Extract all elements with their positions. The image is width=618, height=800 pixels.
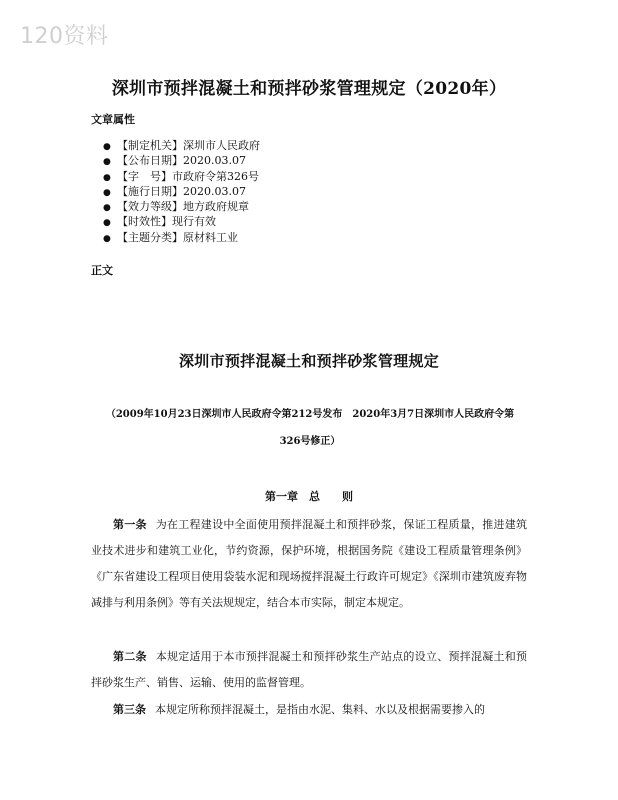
article-text: 本规定所称预拌混凝土，是指由水泥、集料、水以及根据需要掺入的 — [155, 703, 485, 716]
attributes-list — [103, 138, 260, 245]
bullet-icon: ● — [103, 233, 111, 244]
attribute-text: 【时效性】现行有效 — [117, 215, 216, 229]
attribute-item — [103, 153, 260, 168]
article-label: 第三条 — [113, 703, 146, 716]
amendment-note-line-1: （2009年10月23日深圳市人民政府令第212号发布 2020年3月7日深圳市人民政府令第 — [105, 409, 515, 420]
article-label: 第二条 — [113, 650, 147, 663]
document-title: 深圳市预拌混凝土和预拌砂浆管理规定（2020年） — [111, 79, 507, 99]
bullet-icon: ● — [103, 157, 111, 168]
article-text: 为在工程建设中全面使用预拌混凝土和预拌砂浆，保证工程质量，推进建筑业技术进步和建筑工业化，节约资源，保护环境，根据国务院《建设工程质量管理条例》《广东省建设工程项目使用袋装水泥和现场搅拌混凝土行政许可规定》《深圳市建筑废弃物减排与利用条例》等有关法规规定，结合本市实际，制定本规定。 — [91, 518, 528, 609]
attribute-text: 【制定机关】深圳市人民政府 — [117, 139, 260, 152]
attribute-text: 【效力等级】地方政府规章 — [117, 200, 249, 214]
amendment-note-line-2: 326号修正） — [279, 436, 341, 447]
article-label: 第一条 — [113, 518, 147, 531]
attribute-item — [103, 214, 260, 229]
bullet-icon: ● — [103, 203, 111, 214]
attribute-item — [103, 184, 260, 199]
attribute-text: 【字 号】市政府令第326号 — [117, 169, 259, 183]
attribute-item — [103, 230, 260, 245]
chapter-title: 第一章 总 则 — [265, 490, 353, 503]
watermark: 120资料 — [20, 24, 109, 49]
law-title: 深圳市预拌混凝土和预拌砂浆管理规定 — [178, 352, 440, 370]
article-text: 本规定适用于本市预拌混凝土和预拌砂浆生产站点的设立、预拌混凝土和预拌砂浆生产、销售、运输、使用的监督管理。 — [91, 650, 528, 689]
attribute-text: 【公布日期】2020.03.07 — [117, 154, 246, 168]
bullet-icon: ● — [103, 142, 111, 152]
attribute-item — [103, 138, 260, 153]
body-heading: 正文 — [91, 264, 113, 277]
bullet-icon: ● — [103, 187, 111, 198]
attribute-text: 【主题分类】原材料工业 — [117, 230, 238, 244]
bullet-icon: ● — [103, 172, 111, 183]
attribute-item — [103, 199, 260, 214]
article-paragraph — [91, 644, 527, 696]
bullet-icon: ● — [103, 218, 111, 229]
attributes-heading: 文章属性 — [91, 113, 135, 126]
attribute-item — [103, 169, 260, 184]
article-paragraph — [91, 512, 527, 616]
attribute-text: 【施行日期】2020.03.07 — [117, 184, 246, 198]
article-paragraph — [91, 697, 527, 723]
